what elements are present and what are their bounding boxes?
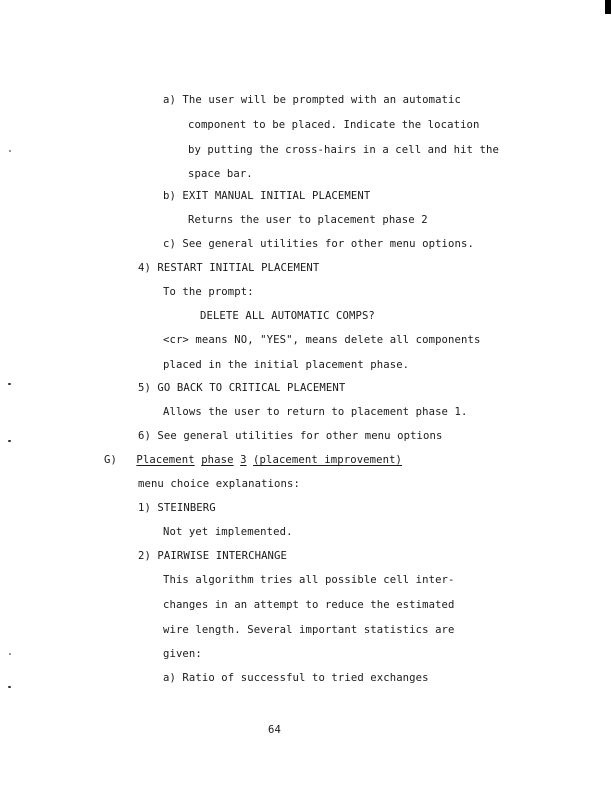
text-line: menu choice explanations: — [138, 478, 300, 490]
text-line: wire length. Several important statistics are — [163, 624, 455, 636]
scan-speck — [8, 686, 11, 688]
scan-speck — [8, 440, 11, 442]
scan-speck — [9, 150, 11, 152]
text-line: 1) STEINBERG — [138, 502, 216, 514]
text-line: 2) PAIRWISE INTERCHANGE — [138, 550, 287, 562]
text-line: a) The user will be prompted with an automatic — [163, 94, 461, 106]
section-heading — [104, 454, 402, 467]
text-line: 5) GO BACK TO CRITICAL PLACEMENT — [138, 382, 346, 394]
text-line: Returns the user to placement phase 2 — [188, 214, 428, 226]
text-line: space bar. — [188, 168, 253, 180]
scan-corner-mark — [605, 0, 611, 14]
text-line: 6) See general utilities for other menu options — [138, 430, 443, 442]
text-line: <cr> means NO, "YES", means delete all components — [163, 334, 481, 346]
text-line: a) Ratio of successful to tried exchanges — [163, 672, 429, 684]
page-number: 64 — [268, 724, 281, 736]
text-line: This algorithm tries all possible cell inter- — [163, 574, 455, 586]
text-line: Allows the user to return to placement phase 1. — [163, 406, 468, 418]
text-line: b) EXIT MANUAL INITIAL PLACEMENT — [163, 190, 371, 202]
text-line: To the prompt: — [163, 286, 254, 298]
text-line: Not yet implemented. — [163, 526, 293, 538]
section-title-word: (placement improvement) — [253, 454, 403, 466]
text-line: changes in an attempt to reduce the estimated — [163, 599, 455, 611]
text-line: 4) RESTART INITIAL PLACEMENT — [138, 262, 320, 274]
scan-speck — [8, 383, 11, 385]
text-line: DELETE ALL AUTOMATIC COMPS? — [200, 310, 375, 322]
text-line: c) See general utilities for other menu options. — [163, 238, 474, 250]
section-title-word: phase — [201, 454, 234, 466]
text-line: component to be placed. Indicate the location — [188, 119, 480, 131]
text-line: placed in the initial placement phase. — [163, 359, 410, 371]
section-title-word: 3 — [240, 454, 247, 466]
text-line: by putting the cross-hairs in a cell and hit the — [188, 144, 499, 156]
text-line: given: — [163, 648, 202, 660]
section-label: G) — [104, 454, 117, 466]
section-title-word: Placement — [136, 454, 195, 466]
scan-speck — [9, 653, 11, 655]
